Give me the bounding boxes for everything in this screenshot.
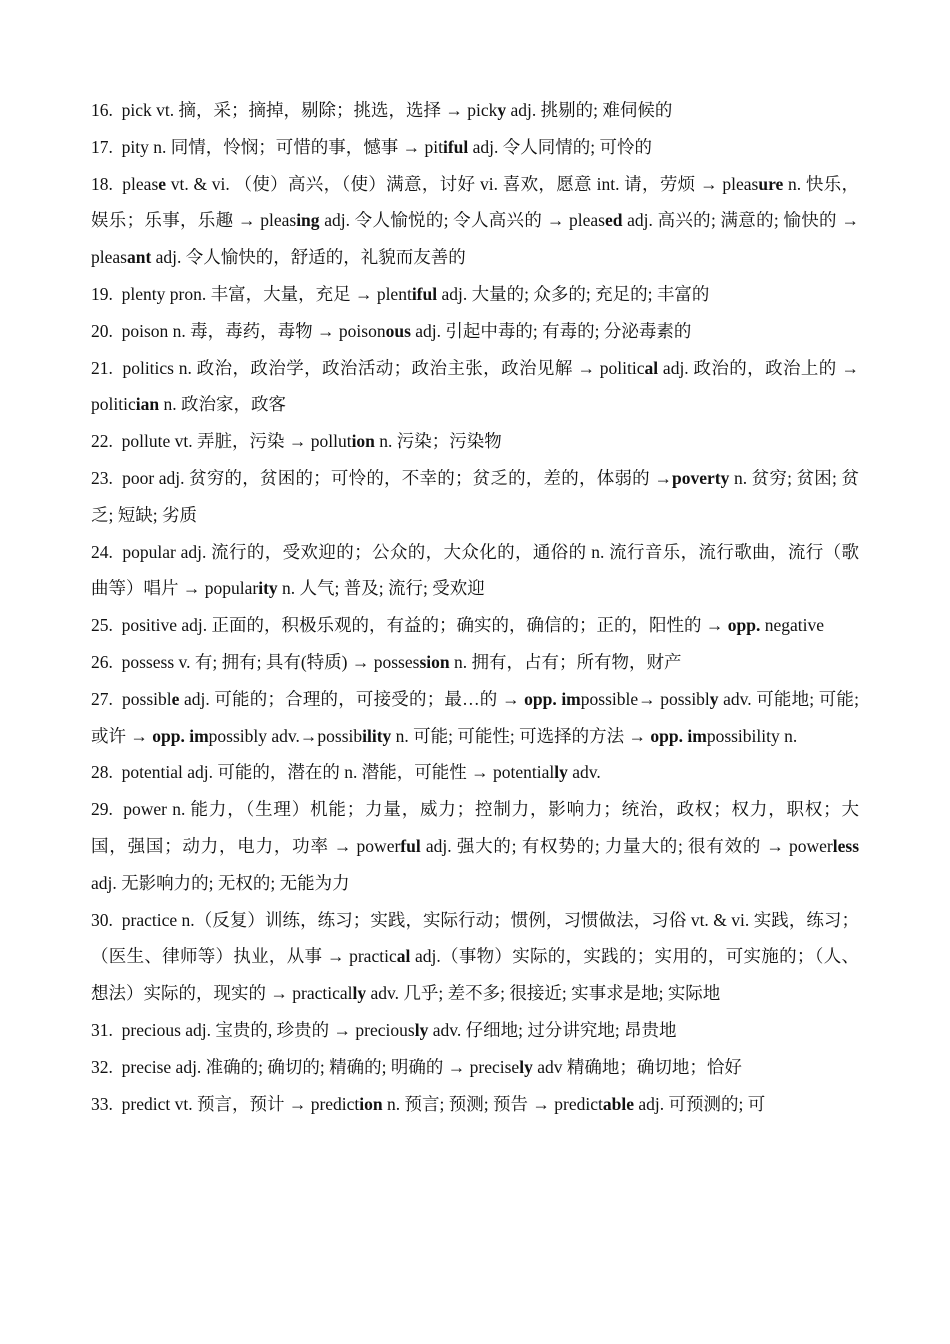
entry-suffix-bold: iful [411, 283, 438, 304]
entry-suffix-bold: opp. im [650, 725, 707, 746]
entry-text: n. 贫穷; 贫困; 贫乏; 短缺; 劣质 [91, 467, 859, 525]
entry-text: n. 污染；污染物 [374, 431, 502, 452]
entry-text: adj. 政治的，政治上的 → politic [91, 357, 860, 415]
entry-number: 18. [91, 173, 113, 194]
entry-text: adj. 引起中毒的; 有毒的; 分泌毒素的 [410, 320, 692, 341]
entry-text: n. 政治家，政客 [159, 394, 286, 415]
entry-number: 17. [91, 136, 113, 157]
entry-text: n. 可能; 可能性; 可选择的方法 → [391, 725, 651, 746]
entry-suffix-bold: iful [442, 136, 469, 157]
vocab-entry [91, 902, 859, 1012]
entry-text: n. 快乐，娱乐；乐事，乐趣 → pleas [91, 173, 860, 231]
entry-suffix-bold: ly [414, 1019, 429, 1040]
entry-text: power n. 能力，（生理）机能；力量，威力；控制力，影响力；统治，政权；权力，职权；大国，强国；动力，电力，功率 → power [91, 799, 860, 856]
entry-number: 16. [91, 100, 113, 120]
entry-suffix-bold: ility [362, 725, 392, 746]
entry-suffix-bold: ure [758, 173, 784, 194]
entry-suffix-bold: ous [385, 320, 411, 341]
entry-text: poison n. 毒，毒药，毒物 → poison [121, 320, 386, 341]
entry-number: 20. [91, 320, 113, 341]
entry-text: pleas [122, 173, 159, 194]
entry-number: 21. [91, 357, 113, 378]
entry-text: adj. 可能的；合理的，可接受的；最…的 → [179, 688, 525, 709]
vocab-entry [91, 129, 859, 166]
vocab-entry [91, 681, 859, 755]
entry-text: poor adj. 贫穷的，贫困的；可怜的，不幸的；贫乏的，差的，体弱的 → [122, 467, 672, 488]
entry-text: n. 拥有，占有；所有物，财产 [449, 651, 682, 672]
entry-text: pity n. 同情，怜悯；可惜的事，憾事 → pit [121, 136, 443, 157]
entry-text: adj. 大量的; 众多的; 充足的; 丰富的 [437, 283, 710, 304]
entry-suffix-bold: ly [352, 983, 367, 1004]
entry-number: 30. [91, 909, 113, 930]
vocab-entry [91, 644, 859, 681]
entry-text: adj. 挑剔的; 难伺候的 [506, 100, 673, 120]
entry-suffix-bold: opp. im [524, 688, 581, 709]
entry-suffix-bold: sion [419, 651, 450, 672]
entry-suffix-bold: ant [126, 247, 152, 268]
entry-text: adj. 无影响力的; 无权的; 无能为力 [91, 872, 350, 893]
vocab-entry [91, 791, 859, 901]
vocab-entry [91, 534, 859, 608]
entry-suffix-bold: e [171, 688, 180, 709]
vocab-entry [91, 460, 859, 534]
entry-text: adj.（事物）实际的，实践的；实用的，可实施的；（人、想法）实际的，现实的 → practical [91, 946, 859, 1004]
entry-text: vt. & vi. （使）高兴，（使）满意，讨好 vi. 喜欢，愿意 int. 请，劳烦 → pleas [166, 173, 759, 194]
entry-text: precise adj. 准确的; 确切的; 精确的; 明确的 → precise [121, 1056, 520, 1077]
entry-text: negative [760, 615, 825, 636]
entry-text: adj. 高兴的; 满意的; 愉快的 → pleas [91, 210, 859, 268]
entry-number: 29. [91, 799, 113, 820]
entry-text: possible→ possibl [580, 688, 710, 709]
entry-text: adv. [567, 762, 601, 783]
entry-text: adv. 几乎; 差不多; 很接近; 实事求是地; 实际地 [366, 983, 721, 1004]
entry-text: adj. 令人同情的; 可怜的 [468, 136, 652, 157]
entry-number: 32. [91, 1056, 113, 1077]
entry-text: adj. 令人愉悦的; 令人高兴的 → pleas [319, 210, 605, 231]
entry-suffix-bold: opp. [727, 615, 761, 636]
entry-text: precious adj. 宝贵的, 珍贵的 → precious [121, 1019, 415, 1040]
vocab-entry [91, 313, 859, 350]
vocab-entry [91, 1049, 859, 1086]
entry-suffix-bold: ed [604, 210, 623, 231]
entry-number: 19. [91, 283, 113, 304]
vocab-entry [91, 423, 859, 460]
entry-text: adj. 强大的; 有权势的; 力量大的; 很有效的 → power [420, 835, 833, 856]
entry-text: plenty pron. 丰富，大量，充足 → plent [121, 283, 412, 304]
vocab-entry [91, 1086, 859, 1123]
entry-suffix-bold: y [709, 688, 719, 709]
entry-suffix-bold: ian [135, 394, 160, 415]
entry-text: possibility n. [706, 725, 798, 746]
entry-text: n. 预言; 预测; 预告 → predict [382, 1093, 603, 1114]
vocab-entry [91, 1012, 859, 1049]
vocabulary-list [91, 92, 859, 1122]
vocab-entry [91, 754, 859, 791]
entry-number: 22. [91, 431, 113, 452]
entry-text: possess v. 有; 拥有; 具有(特质) → posses [121, 651, 420, 672]
entry-text: possibl [122, 688, 172, 709]
entry-suffix-bold: ion [359, 1093, 383, 1114]
entry-text: adv. 可能地; 可能; 或许 → [91, 688, 859, 746]
entry-suffix-bold: al [396, 946, 411, 967]
entry-text: potential adj. 可能的，潜在的 n. 潜能，可能性 → potential [121, 762, 555, 783]
entry-suffix-bold: ly [519, 1056, 533, 1077]
entry-suffix-bold: e [158, 173, 167, 194]
entry-suffix-bold: y [497, 100, 507, 120]
vocab-entry [91, 92, 859, 129]
entry-number: 23. [91, 467, 113, 488]
entry-number: 27. [91, 688, 113, 709]
entry-number: 28. [91, 762, 113, 783]
entry-text: adv 精确地；确切地；恰好 [532, 1056, 742, 1077]
vocab-entry [91, 350, 859, 424]
entry-suffix-bold: able [602, 1093, 634, 1114]
entry-suffix-bold: poverty [672, 467, 730, 488]
entry-text: practice n.（反复）训练，练习；实践，实际行动；惯例，习惯做法，习俗 vt. & vi. 实践，练习；（医生、律师等）执业，从事 → practic [91, 909, 859, 967]
entry-text: adj. 令人愉快的，舒适的，礼貌而友善的 [151, 247, 466, 268]
entry-number: 31. [91, 1019, 113, 1040]
entry-suffix-bold: ion [351, 431, 375, 452]
entry-suffix-bold: ing [296, 210, 320, 231]
entry-text: pick vt. 摘，采；摘掉，剔除；挑选，选择 → pick [121, 100, 498, 120]
entry-text: popular adj. 流行的，受欢迎的；公众的，大众化的，通俗的 n. 流行音乐，流行歌曲，流行（歌曲等）唱片 → popular [91, 541, 860, 599]
entry-text: positive adj. 正面的，积极乐观的，有益的；确实的，确信的；正的，阳性的 → [121, 615, 728, 636]
entry-number: 33. [91, 1093, 113, 1114]
entry-text: pollute vt. 弄脏，污染 → pollut [121, 431, 352, 452]
entry-suffix-bold: ful [400, 835, 421, 856]
vocab-entry [91, 607, 859, 644]
entry-text: possibly adv.→possib [208, 725, 363, 746]
entry-suffix-bold: less [832, 835, 859, 856]
entry-text: adv. 仔细地; 过分讲究地; 昂贵地 [428, 1019, 677, 1040]
entry-suffix-bold: opp. im [152, 725, 209, 746]
entry-text: politics n. 政治，政治学，政治活动；政治主张，政治见解 → politic [122, 357, 645, 378]
entry-number: 26. [91, 651, 113, 672]
entry-number: 24. [91, 541, 113, 562]
vocab-entry [91, 276, 859, 313]
vocab-entry [91, 166, 859, 276]
entry-number: 25. [91, 615, 113, 636]
entry-suffix-bold: ity [258, 578, 278, 599]
entry-suffix-bold: al [644, 357, 659, 378]
entry-suffix-bold: ly [554, 762, 568, 783]
entry-text: adj. 可预测的; 可 [633, 1093, 766, 1114]
entry-text: predict vt. 预言，预计 → predict [121, 1093, 360, 1114]
entry-text: n. 人气; 普及; 流行; 受欢迎 [277, 578, 485, 599]
